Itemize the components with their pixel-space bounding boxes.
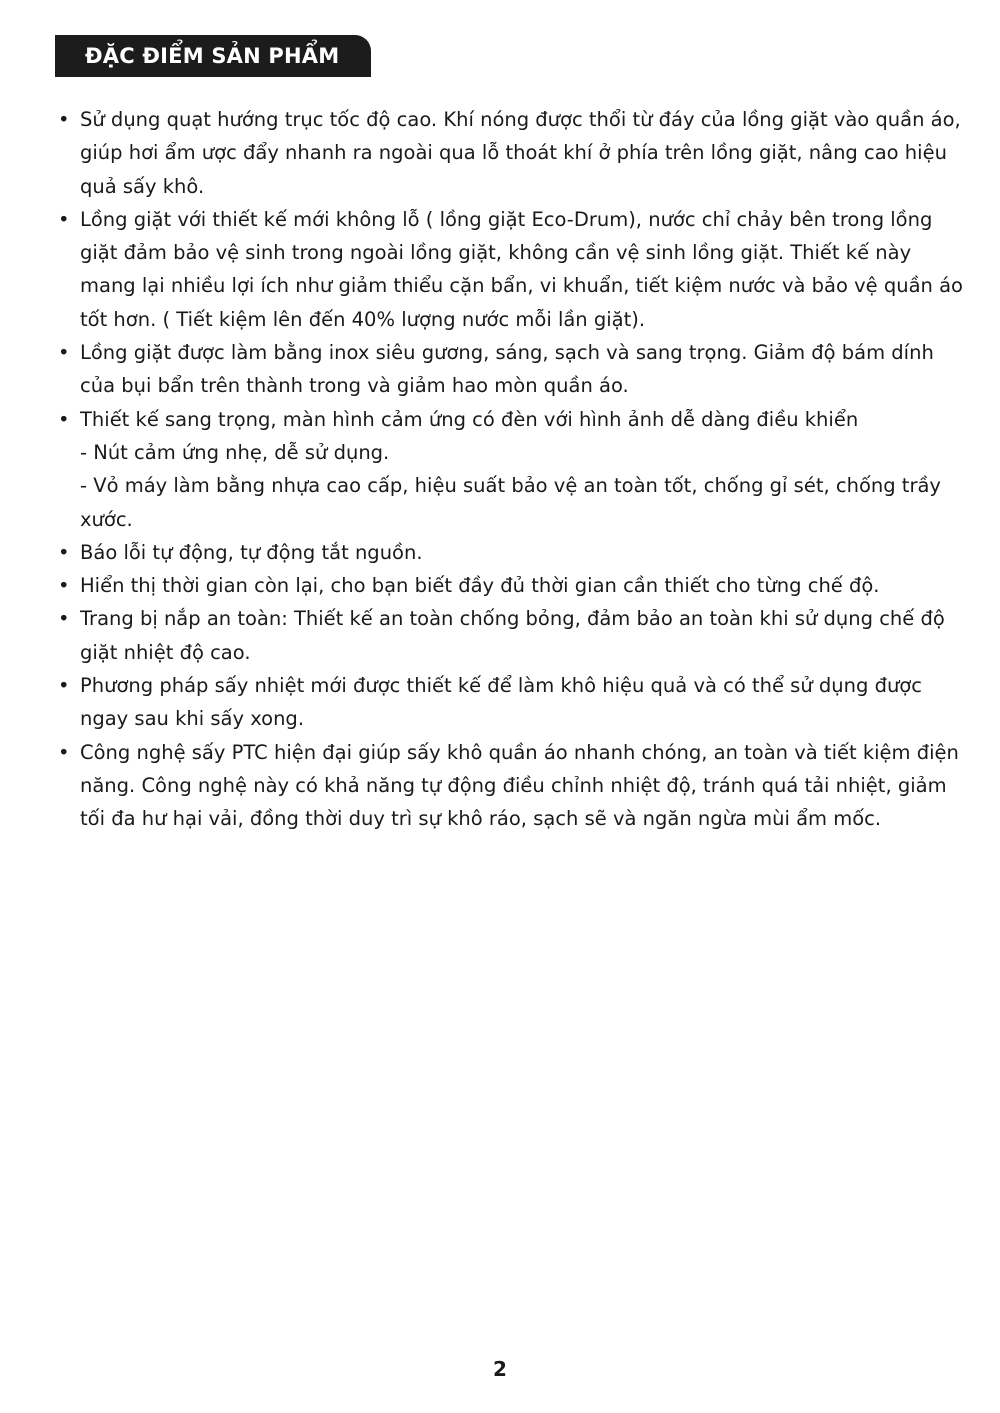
feature-text: Báo lỗi tự động, tự động tắt nguồn. [80, 540, 423, 564]
feature-item [58, 336, 968, 403]
feature-list [58, 103, 968, 836]
feature-text: Hiển thị thời gian còn lại, cho bạn biết đầy đủ thời gian cần thiết cho từng chế độ. [80, 574, 880, 598]
feature-item [58, 669, 968, 736]
feature-text: Lồng giặt được làm bằng inox siêu gương, sáng, sạch và sang trọng. Giảm độ bám dính của bụi bẩn trên thành trong và giảm hao mòn quần áo. [80, 341, 934, 398]
feature-text: Lồng giặt với thiết kế mới không lỗ ( lồng giặt Eco-Drum), nước chỉ chảy bên trong lồng giặt đảm bảo vệ sinh trong ngoài lồng giặt, không cần vệ sinh lồng giặt. Thiết kế này mang lại nhiều lợi ích như giảm thiểu cặn bẩn, vi khuẩn, tiết kiệm nước và bảo vệ quần áo tốt hơn. ( Tiết kiệm lên đến 40% lượng nước mỗi lần giặt). [80, 207, 963, 331]
bullet-icon: • [58, 740, 70, 764]
bullet-icon: • [58, 341, 70, 365]
feature-item [58, 569, 968, 602]
bullet-icon: • [58, 674, 70, 698]
feature-sub-item: - Vỏ máy làm bằng nhựa cao cấp, hiệu suất bảo vệ an toàn tốt, chống gỉ sét, chống trầy xước. [80, 474, 941, 531]
feature-text: Trang bị nắp an toàn: Thiết kế an toàn chống bỏng, đảm bảo an toàn khi sử dụng chế độ giặt nhiệt độ cao. [80, 607, 945, 664]
feature-item [58, 203, 968, 336]
bullet-icon: • [58, 108, 70, 131]
page-number: 2 [493, 1357, 507, 1381]
feature-text: Phương pháp sấy nhiệt mới được thiết kế để làm khô hiệu quả và có thể sử dụng được ngay sau khi sấy xong. [80, 674, 922, 731]
bullet-icon: • [58, 540, 70, 564]
bullet-icon: • [58, 607, 70, 631]
feature-sub-item: - Nút cảm ứng nhẹ, dễ sử dụng. [80, 440, 390, 464]
feature-item [58, 602, 968, 669]
section-header [55, 35, 371, 77]
feature-item [58, 736, 968, 836]
feature-text: Công nghệ sấy PTC hiện đại giúp sấy khô quần áo nhanh chóng, an toàn và tiết kiệm điện năng. Công nghệ này có khả năng tự động điều chỉnh nhiệt độ, tránh quá tải nhiệt, giảm tối đa hư hại vải, đồng thời duy trì sự khô ráo, sạch sẽ và ngăn ngừa mùi ẩm mốc. [80, 740, 959, 831]
feature-item [58, 403, 968, 536]
feature-text: Thiết kế sang trọng, màn hình cảm ứng có đèn với hình ảnh dễ dàng điều khiển [80, 407, 859, 431]
feature-item [58, 536, 968, 569]
feature-item [58, 103, 968, 203]
bullet-icon: • [58, 574, 70, 598]
feature-text: Sử dụng quạt hướng trục tốc độ cao. Khí nóng được thổi từ đáy của lồng giặt vào quần áo, giúp hơi ẩm ược đẩy nhanh ra ngoài qua lỗ thoát khí ở phía trên lồng giặt, nâng cao hiệu quả sấy khô. [80, 108, 961, 198]
bullet-icon: • [58, 207, 70, 231]
bullet-icon: • [58, 407, 70, 431]
section-title: ĐẶC ĐIỂM SẢN PHẨM [85, 44, 340, 68]
